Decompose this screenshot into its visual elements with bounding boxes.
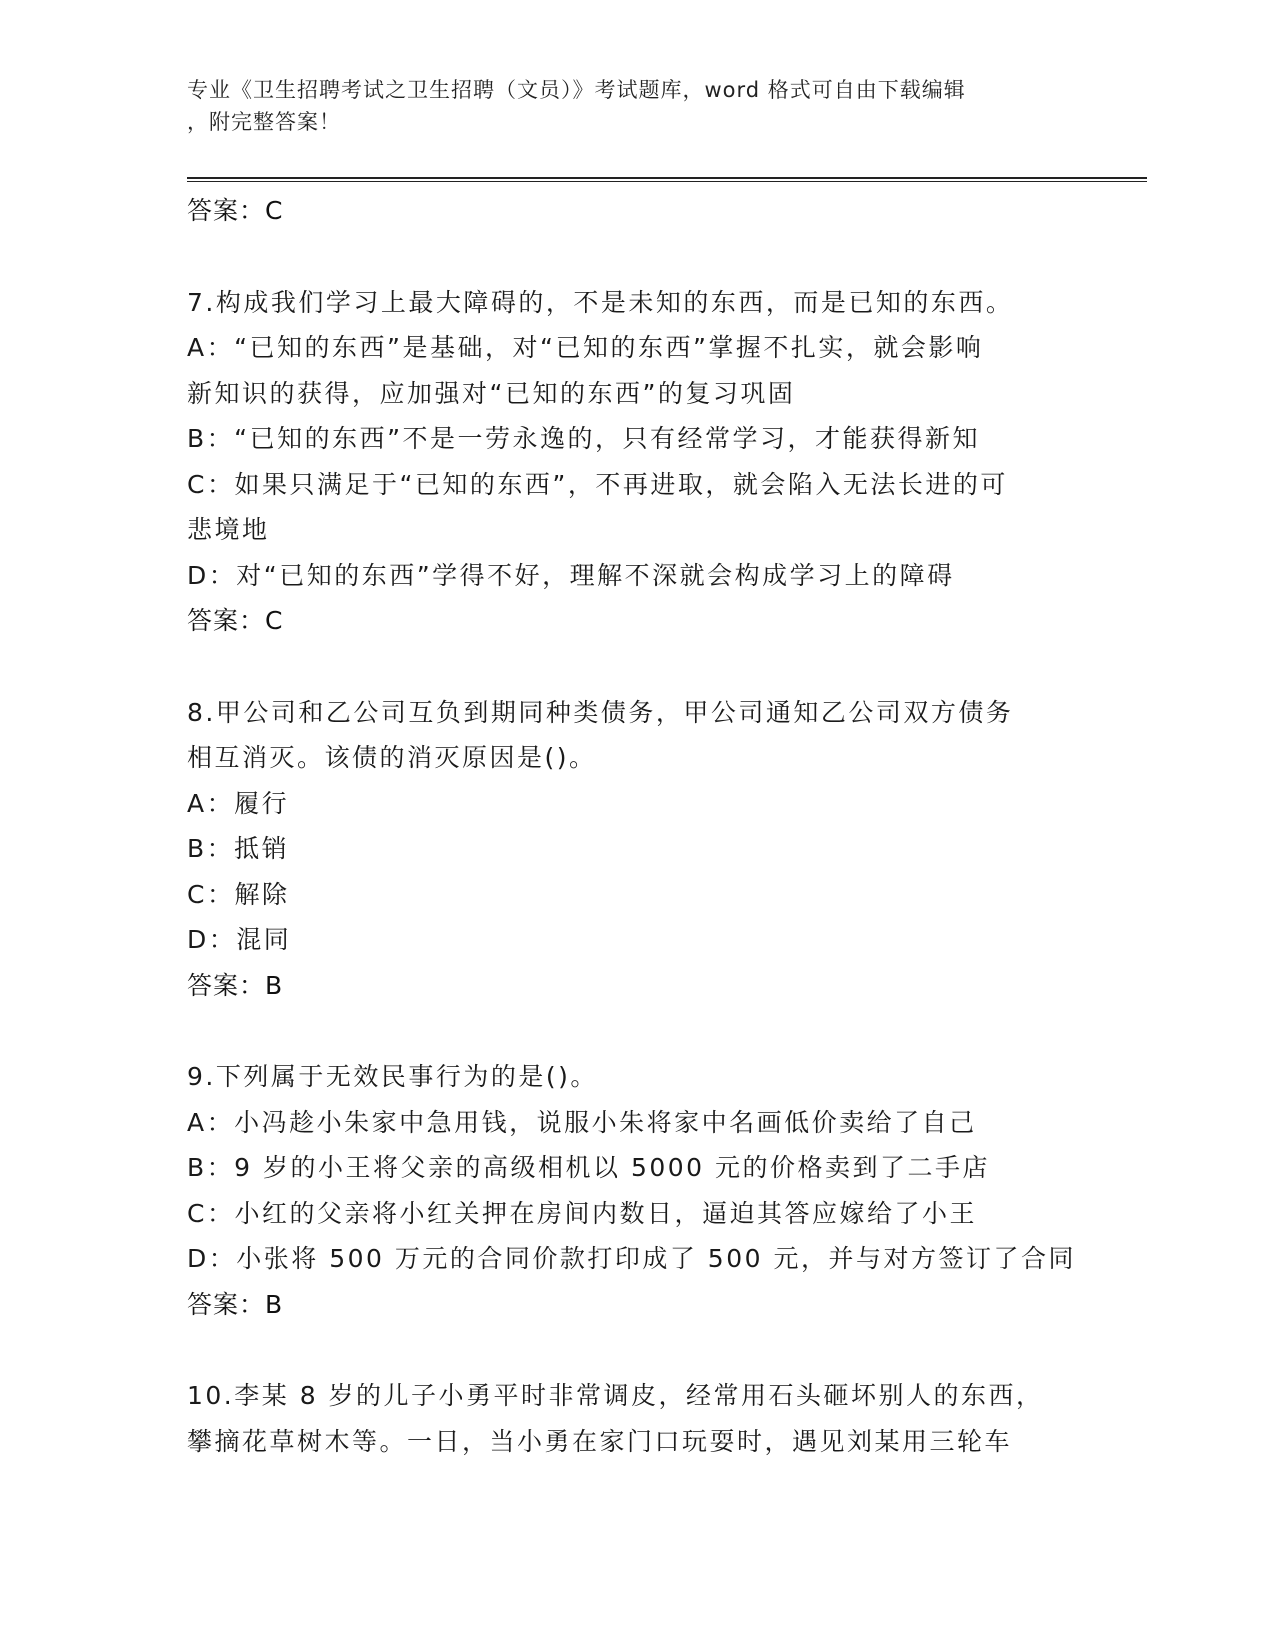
question-10: [187, 1373, 1087, 1464]
header-line-1: 专业《卫生招聘考试之卫生招聘（文员）》考试题库，word 格式可自由下载编辑: [187, 78, 966, 102]
option-b: B：“已知的东西”不是一劳永逸的，只有经常学习，才能获得新知: [187, 424, 981, 453]
option-a-continued: 新知识的获得，应加强对“已知的东西”的复习巩固: [187, 378, 796, 408]
answer-q7: 答案：C: [187, 606, 284, 635]
question-text: 8.甲公司和乙公司互负到期同种类债务，甲公司通知乙公司双方债务: [187, 697, 1014, 727]
option-b: B：抵销: [187, 834, 290, 863]
option-a: A：履行: [187, 788, 290, 818]
option-b: B：9 岁的小王将父亲的高级相机以 5000 元的价格卖到了二手店: [187, 1153, 991, 1182]
question-text-continued: 相互消灭。该债的消灭原因是()。: [187, 743, 597, 772]
option-a: A：“已知的东西”是基础，对“已知的东西”掌握不扎实，就会影响: [187, 333, 984, 362]
option-c-continued: 悲境地: [187, 515, 270, 544]
option-c: C：如果只满足于“已知的东西”，不再进取，就会陷入无法长进的可: [187, 469, 1008, 499]
page-header: [187, 74, 1067, 138]
question-9: [187, 1054, 1087, 1327]
spacer: [187, 1327, 1087, 1373]
option-c: C：解除: [187, 879, 290, 909]
header-divider: [187, 177, 1147, 182]
question-8: [187, 690, 1087, 1009]
option-d: D：混同: [187, 925, 292, 954]
option-c: C：小红的父亲将小红关押在房间内数日，逼迫其答应嫁给了小王: [187, 1198, 977, 1228]
question-text: 9.下列属于无效民事行为的是()。: [187, 1062, 598, 1091]
question-text-continued: 攀摘花草树木等。一日，当小勇在家门口玩耍时，遇见刘某用三轮车: [187, 1426, 1013, 1456]
option-d: D：对“已知的东西”学得不好，理解不深就会构成学习上的障碍: [187, 560, 955, 590]
answer-q9: 答案：B: [187, 1289, 284, 1319]
answer-q6: 答案：C: [187, 196, 284, 225]
question-text: 7.构成我们学习上最大障碍的，不是未知的东西，而是已知的东西。: [187, 287, 1014, 317]
question-text: 10.李某 8 岁的儿子小勇平时非常调皮，经常用石头砸坏别人的东西，: [187, 1381, 1044, 1410]
answer-q8: 答案：B: [187, 970, 284, 1000]
option-d: D：小张将 500 万元的合同价款打印成了 500 元，并与对方签订了合同: [187, 1244, 1076, 1273]
spacer: [187, 1008, 1087, 1054]
document-body: [187, 188, 1087, 1464]
option-a: A：小冯趁小朱家中急用钱，说服小朱将家中名画低价卖给了自己: [187, 1107, 977, 1137]
spacer: [187, 644, 1087, 690]
spacer: [187, 234, 1087, 280]
question-7: [187, 280, 1087, 644]
header-line-2: ，附完整答案！: [187, 110, 341, 134]
